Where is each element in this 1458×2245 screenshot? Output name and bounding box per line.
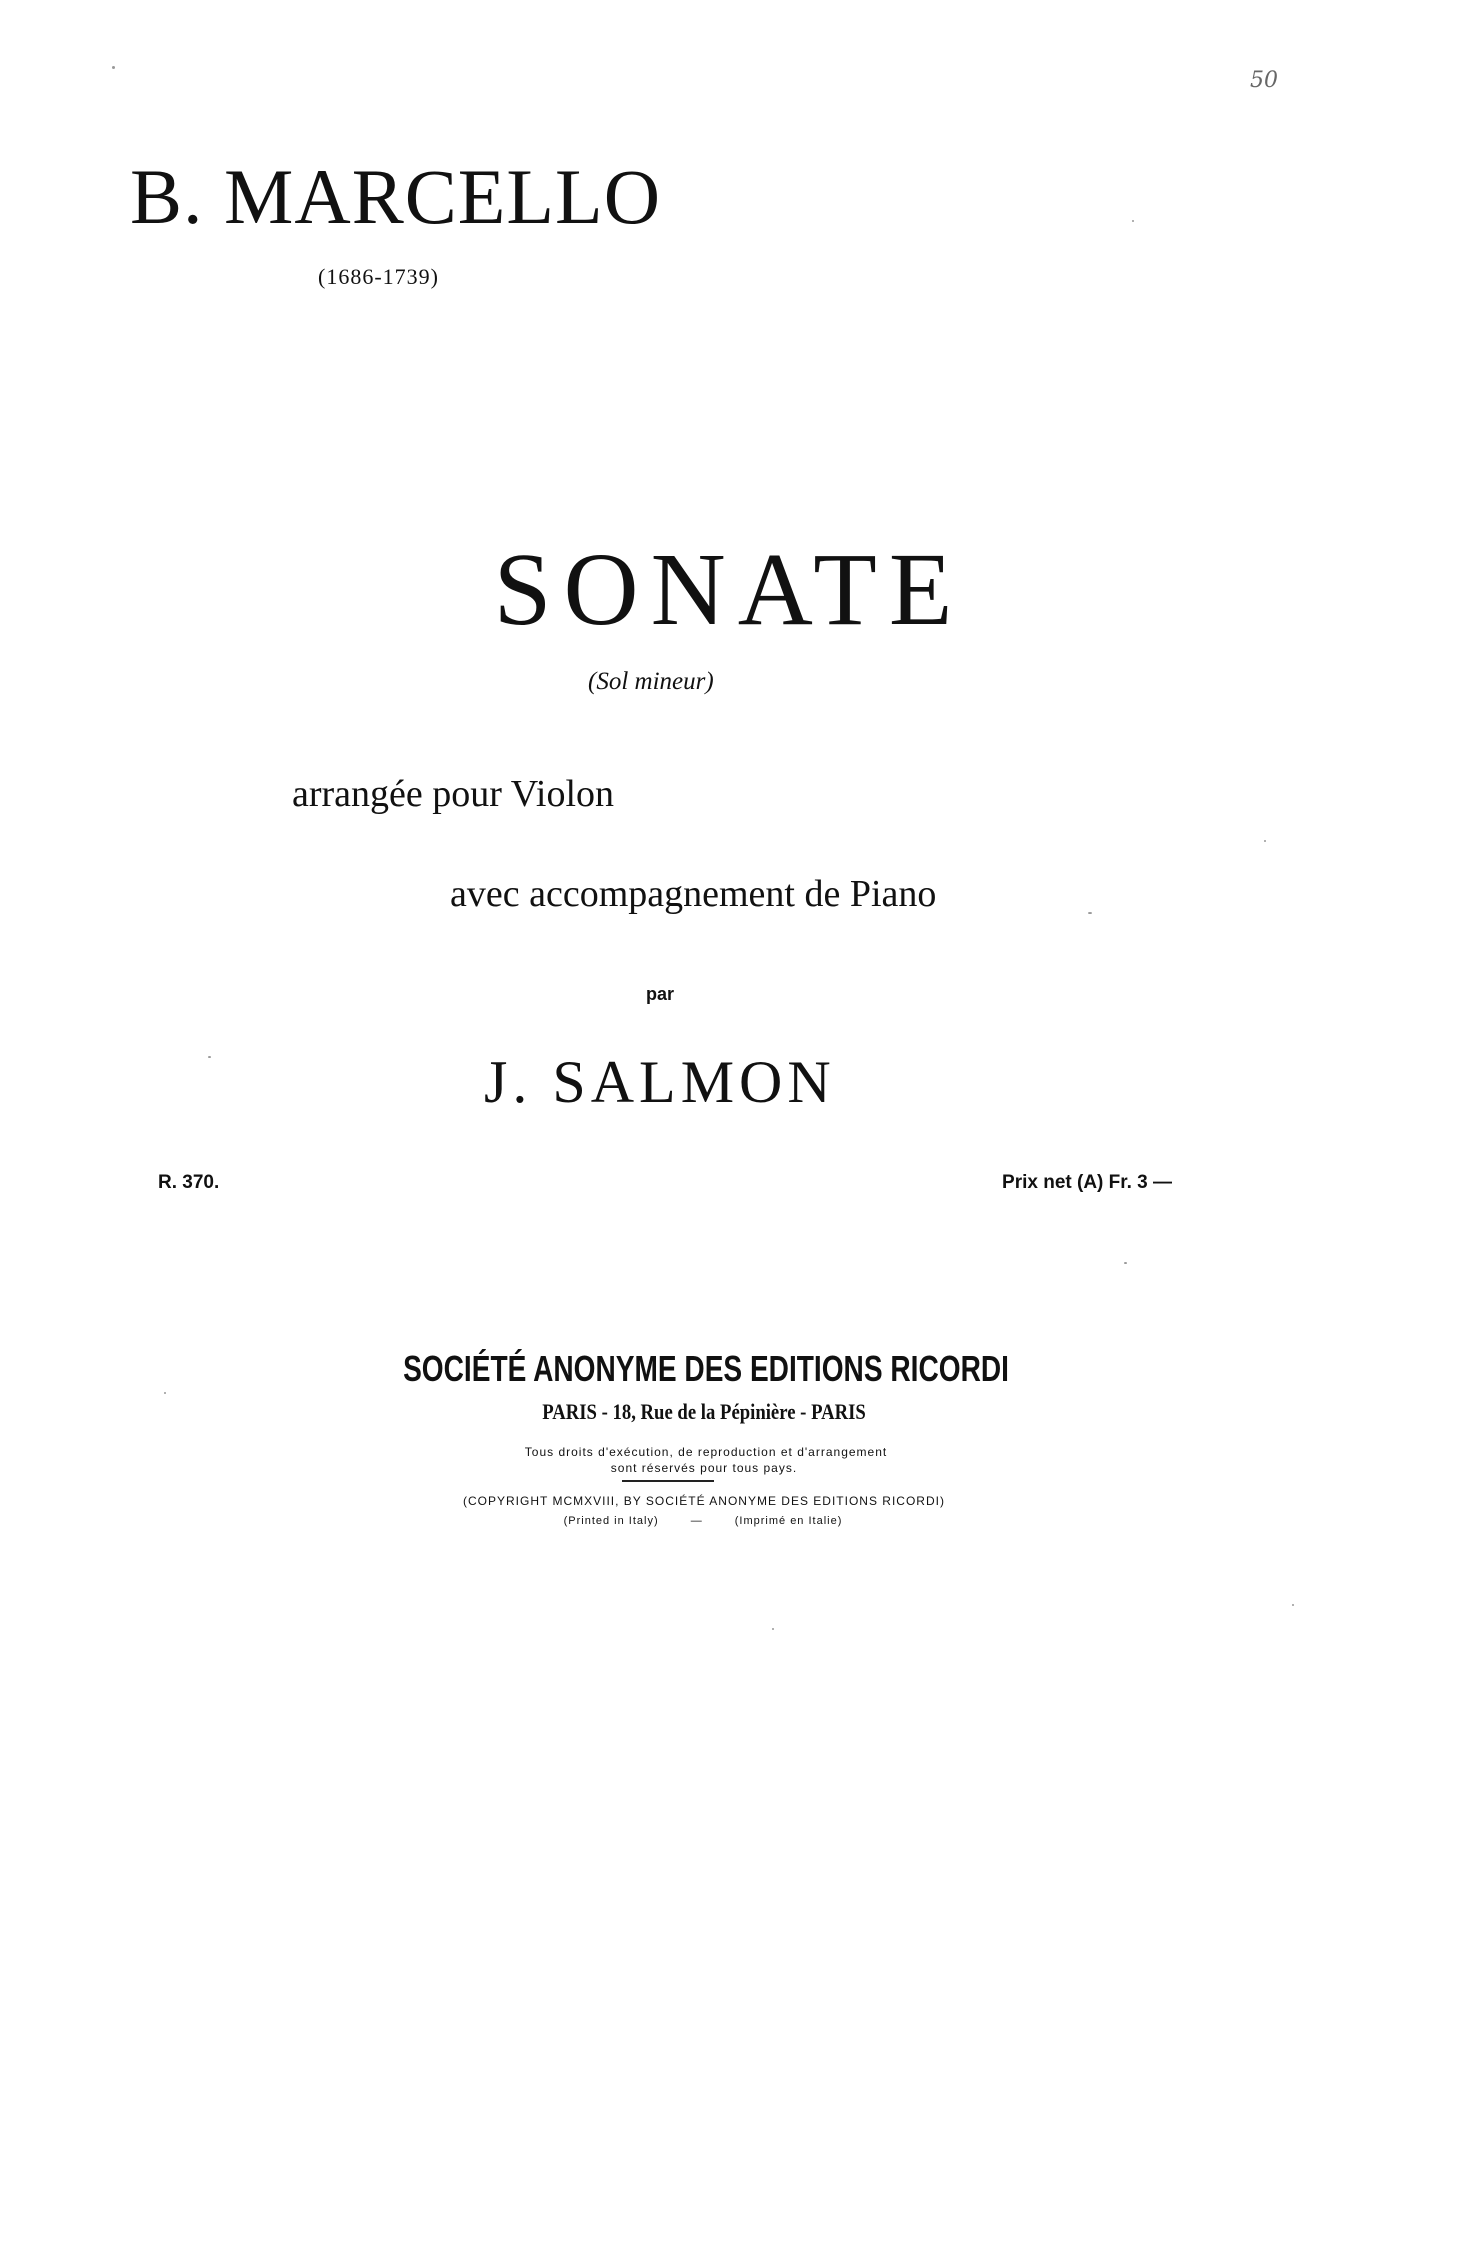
catalog-number: R. 370.	[158, 1172, 220, 1193]
price-label: Prix net (A) Fr. 3 —	[1002, 1172, 1172, 1193]
work-title: SONATE	[493, 532, 965, 647]
copyright-notice: (COPYRIGHT MCMXVIII, BY SOCIÉTÉ ANONYME DES EDITIONS RICORDI)	[463, 1494, 945, 1508]
composer-name: B. MARCELLO	[130, 153, 662, 240]
scan-speck	[208, 1056, 211, 1058]
rights-line-2: sont réservés pour tous pays.	[610, 1461, 798, 1475]
printed-in-label: (Printed in Italy)	[563, 1515, 659, 1527]
publisher-address: PARIS - 18, Rue de la Pépinière - PARIS	[542, 1399, 866, 1424]
arranger-name: J. SALMON	[484, 1049, 836, 1115]
divider-rule	[622, 1480, 714, 1482]
scan-speck	[164, 1392, 166, 1394]
rights-line-1: Tous droits d'exécution, de reproduction et d'arrangement	[524, 1445, 888, 1459]
scan-speck	[1088, 912, 1092, 914]
publisher-name: SOCIÉTÉ ANONYME DES EDITIONS RICORDI	[403, 1348, 1009, 1389]
by-label: par	[646, 984, 675, 1004]
scan-speck	[772, 1628, 774, 1630]
scan-speck	[1292, 1604, 1294, 1606]
scan-speck	[1124, 1262, 1127, 1264]
arrangement-line-1: arrangée pour Violon	[292, 773, 615, 815]
composer-dates: (1686-1739)	[318, 264, 439, 289]
printed-separator: —	[690, 1515, 703, 1527]
arrangement-line-2: avec accompagnement de Piano	[450, 873, 937, 915]
scan-speck	[1264, 840, 1266, 842]
imprime-label: (Imprimé en Italie)	[734, 1515, 843, 1527]
scan-speck	[1132, 220, 1134, 222]
scan-speck	[112, 66, 115, 69]
key-subtitle: (Sol mineur)	[588, 668, 714, 695]
handwritten-mark: 50	[1250, 68, 1278, 93]
print-origin-row	[0, 1515, 1406, 1527]
